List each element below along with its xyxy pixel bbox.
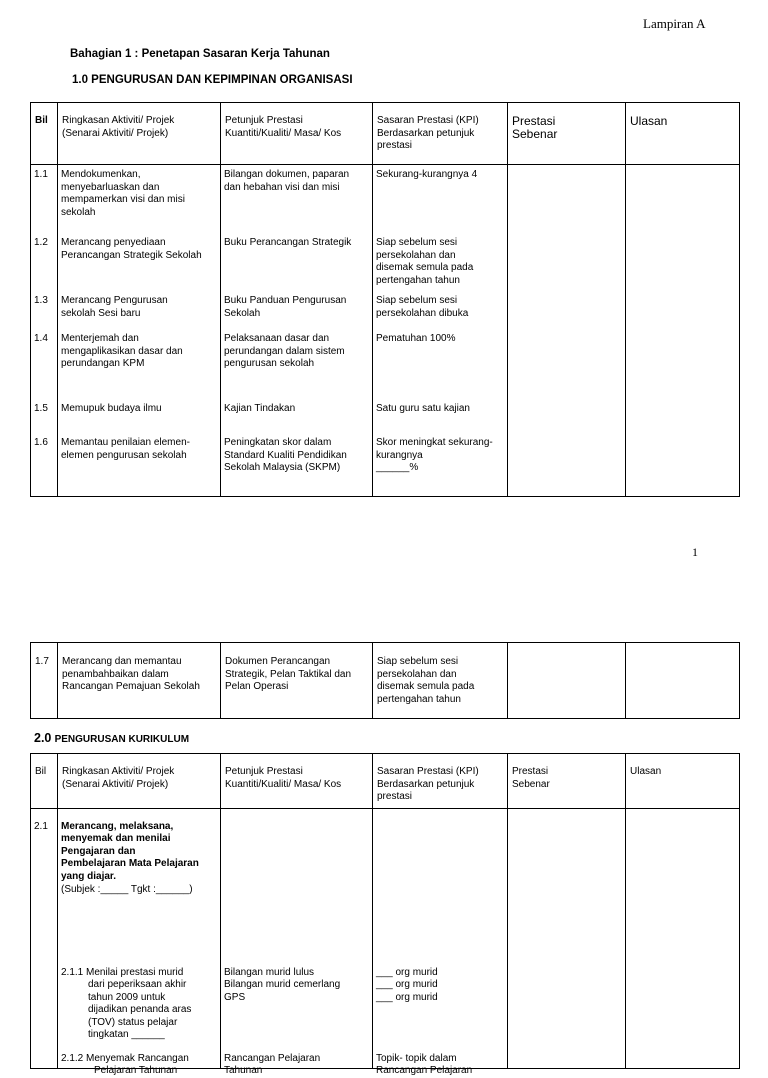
text-line: Satu guru satu kajian [376, 403, 470, 414]
row-ringkasan-1-6 [61, 437, 217, 462]
text-line: Siap sebelum sesi [377, 656, 459, 667]
text-line: Standard Kualiti Pendidikan [224, 449, 347, 461]
text-line: Sekolah Malaysia (SKPM) [224, 462, 341, 473]
header-ringkasan [58, 103, 221, 165]
col-sasaran [373, 165, 508, 497]
lampiran-label: Lampiran A [643, 16, 706, 31]
text-line: Rancangan Pelajaran [376, 1065, 473, 1076]
header-sasaran [373, 754, 508, 809]
col-ulasan[interactable] [626, 808, 740, 1068]
text-line: tahun 2009 untuk [88, 991, 166, 1003]
table-body-row [31, 808, 740, 1068]
header-line: Kuantiti/Kualiti/ Masa/ Kos [225, 778, 342, 790]
row-sasaran-1-2 [376, 237, 504, 287]
row-petunjuk-1-4 [224, 333, 369, 371]
row-petunjuk-1-1 [224, 169, 369, 194]
text-line: Buku Panduan Pengurusan [224, 295, 347, 306]
row-sasaran [373, 643, 508, 719]
row-ringkasan-1-4 [61, 333, 217, 371]
header-petunjuk [221, 103, 373, 165]
row-ringkasan-1-5 [61, 403, 217, 416]
text-line: menyebarluaskan dan [61, 181, 160, 193]
text-line: ___ org murid [376, 966, 438, 978]
section-1-title: 1.0 PENGURUSAN DAN KEPIMPINAN ORGANISASI [72, 74, 353, 86]
row-sasaran-1-6 [376, 437, 504, 475]
section-2-label: PENGURUSAN KURIKULUM [54, 734, 190, 745]
row-ringkasan [58, 643, 221, 719]
header-line: Sebenar [512, 778, 550, 790]
text-line: Pelan Operasi [225, 681, 289, 692]
text-line: persekolahan dan [376, 249, 456, 261]
row-prestasi[interactable] [508, 643, 626, 719]
col-ringkasan [58, 808, 221, 1076]
header-line: Sebenar [512, 127, 558, 141]
row-bil: 2.1 [34, 820, 48, 832]
header-prestasi [508, 754, 626, 809]
text-line: Merancang, melaksana, [61, 820, 174, 832]
text-line: sekolah Sesi baru [61, 307, 141, 319]
text-line: 2.1.1 Menilai prestasi murid [61, 966, 184, 978]
sub-item-2-1-2 [61, 1053, 217, 1078]
header-ulasan: Ulasan [626, 754, 740, 809]
page-number: 1 [692, 545, 698, 559]
row-petunjuk-1-3 [224, 295, 369, 320]
text-line: Pengajaran dan [61, 845, 136, 857]
header-line: Prestasi [512, 114, 556, 128]
row-sasaran-1-5 [376, 403, 504, 416]
row-sasaran-1-1 [376, 169, 504, 182]
header-line: Sasaran Prestasi (KPI) [377, 766, 479, 777]
table-header-row [31, 103, 740, 165]
text-line: Memupuk budaya ilmu [61, 403, 162, 414]
text-line: Sekolah [224, 307, 261, 319]
text-line: Strategik, Pelan Taktikal dan [225, 668, 352, 680]
section-2-title [34, 731, 189, 745]
text-line: Perancangan Strategik Sekolah [61, 249, 202, 261]
text-line: GPS [224, 991, 246, 1003]
col-petunjuk [221, 165, 373, 497]
text-line: Siap sebelum sesi [376, 237, 458, 248]
sub-item-2-1-1 [61, 967, 217, 1042]
text-line: pengurusan sekolah [224, 358, 315, 369]
header-line: Petunjuk Prestasi [225, 115, 303, 126]
header-line: Prestasi [512, 766, 549, 777]
text-line: Pelajaran Tahunan [94, 1065, 178, 1076]
text-line: Peningkatan skor dalam [224, 437, 332, 448]
header-petunjuk [221, 754, 373, 809]
row-bil-1-3: 1.3 [34, 295, 48, 306]
table-body-row [31, 165, 740, 497]
section-2-number: 2.0 [34, 731, 52, 745]
text-line: Rancangan Pelajaran [224, 1052, 321, 1064]
header-ulasan: Ulasan [626, 103, 740, 165]
text-line: sekolah [61, 206, 96, 218]
text-line: elemen pengurusan sekolah [61, 449, 187, 461]
row-petunjuk-1-6 [224, 437, 369, 475]
text-line: dijadikan penanda aras [88, 1004, 192, 1015]
row-petunjuk-1-2 [224, 237, 369, 250]
text-line: disemak semula pada [376, 262, 474, 273]
sub1-petunjuk [224, 967, 369, 1005]
header-prestasi [508, 103, 626, 165]
header-line: Berdasarkan petunjuk [377, 778, 475, 790]
text-line: mengaplikasikan dasar dan [61, 345, 183, 357]
sub2-sasaran [376, 1053, 504, 1078]
text-line: Rancangan Pemajuan Sekolah [62, 681, 200, 692]
sub1-sasaran [376, 967, 504, 1005]
kpi-table-section-2 [30, 753, 740, 1076]
text-line: (TOV) status pelajar [88, 1016, 178, 1028]
text-line: dari peperiksaan akhir [88, 979, 187, 990]
header-bil: Bil [31, 754, 58, 809]
text-line: Buku Perancangan Strategik [224, 237, 352, 248]
text-line: ______% [376, 462, 419, 473]
col-ringkasan [58, 165, 221, 497]
text-line: 2.1.2 Menyemak Rancangan [61, 1052, 189, 1064]
row-bil-1-1: 1.1 [34, 169, 48, 180]
row-petunjuk-1-5 [224, 403, 369, 416]
col-bil [31, 808, 58, 1068]
row-ringkasan-1-1 [61, 169, 217, 219]
table-header-row [31, 754, 740, 809]
text-line: Pematuhan 100% [376, 333, 456, 344]
col-prestasi[interactable] [508, 165, 626, 497]
kpi-table-section-1 [30, 102, 740, 497]
text-line: perundangan KPM [61, 358, 145, 369]
row-sasaran-1-3 [376, 295, 504, 320]
text-line: persekolahan dan [377, 668, 457, 680]
text-line: yang diajar. [61, 870, 117, 882]
text-line: Bilangan murid cemerlang [224, 979, 341, 990]
text-line: Topik- topik dalam [376, 1052, 457, 1064]
subjek-line: (Subjek :_____ Tgkt :______) [61, 883, 193, 895]
text-line: Siap sebelum sesi [376, 295, 458, 306]
header-line: Petunjuk Prestasi [225, 766, 303, 777]
text-line: mempamerkan visi dan misi [61, 194, 185, 205]
text-line: pertengahan tahun [377, 693, 461, 705]
header-bil: Bil [31, 103, 58, 165]
row-bil-1-6: 1.6 [34, 437, 48, 448]
header-sasaran [373, 103, 508, 165]
row-ulasan[interactable] [626, 643, 740, 719]
sub2-petunjuk [224, 1053, 369, 1078]
row-bil-1-4: 1.4 [34, 333, 48, 344]
text-line: Pembelajaran Mata Pelajaran [61, 858, 199, 869]
header-line: (Senarai Aktiviti/ Projek) [62, 778, 169, 790]
text-line: persekolahan dibuka [376, 307, 469, 319]
text-line: menyemak dan menilai [61, 833, 171, 844]
text-line: Bilangan dokumen, paparan [224, 169, 350, 180]
text-line: Merancang dan memantau [62, 656, 182, 667]
text-line: Mendokumenkan, [61, 169, 141, 180]
section-heading: Bahagian 1 : Penetapan Sasaran Kerja Tahunan [70, 48, 330, 60]
header-line: Sasaran Prestasi (KPI) [377, 115, 479, 126]
header-ringkasan [58, 754, 221, 809]
col-ulasan[interactable] [626, 165, 740, 497]
col-prestasi[interactable] [508, 808, 626, 1068]
text-line: perundangan dalam sistem [224, 345, 345, 357]
text-line: Dokumen Perancangan [225, 656, 331, 667]
text-line: disemak semula pada [377, 681, 475, 692]
text-line: Tahunan [224, 1065, 263, 1076]
header-line: prestasi [377, 791, 413, 802]
text-line: tingkatan ______ [88, 1029, 165, 1040]
kpi-table-continued [30, 642, 740, 719]
header-line: prestasi [377, 140, 413, 151]
text-line: Memantau penilaian elemen- [61, 437, 190, 448]
header-line: Ringkasan Aktiviti/ Projek [62, 766, 175, 777]
text-line: Skor meningkat sekurang- [376, 437, 493, 448]
text-line: ___ org murid [376, 979, 438, 990]
row-ringkasan-1-2 [61, 237, 217, 262]
text-line: penambahbaikan dalam [62, 668, 169, 680]
text-line: Kajian Tindakan [224, 403, 296, 414]
row-bil-1-5: 1.5 [34, 403, 48, 414]
col-petunjuk [221, 808, 373, 1076]
row-ringkasan-1-3 [61, 295, 217, 320]
text-line: Merancang penyediaan [61, 237, 166, 248]
row-bil-1-2: 1.2 [34, 237, 48, 248]
row-bil: 1.7 [31, 643, 58, 719]
row-petunjuk [221, 643, 373, 719]
header-line: Berdasarkan petunjuk [377, 127, 475, 139]
header-line: Ringkasan Aktiviti/ Projek [62, 115, 175, 126]
text-line: pertengahan tahun [376, 274, 460, 286]
header-line: Kuantiti/Kualiti/ Masa/ Kos [225, 127, 342, 139]
row-sasaran-1-4 [376, 333, 504, 346]
text-line: Sekurang-kurangnya 4 [376, 169, 478, 180]
text-line: Pelaksanaan dasar dan [224, 333, 330, 344]
text-line: Merancang Pengurusan [61, 295, 168, 306]
text-line: Menterjemah dan [61, 333, 139, 344]
text-line: dan hebahan visi dan misi [224, 181, 340, 193]
text-line: ___ org murid [376, 991, 438, 1003]
col-sasaran [373, 808, 508, 1076]
table-row [31, 643, 740, 719]
header-line: (Senarai Aktiviti/ Projek) [62, 127, 169, 139]
text-line: Bilangan murid lulus [224, 966, 315, 978]
text-line: kurangnya [376, 449, 423, 461]
row-title [61, 821, 217, 884]
col-bil [31, 165, 58, 497]
